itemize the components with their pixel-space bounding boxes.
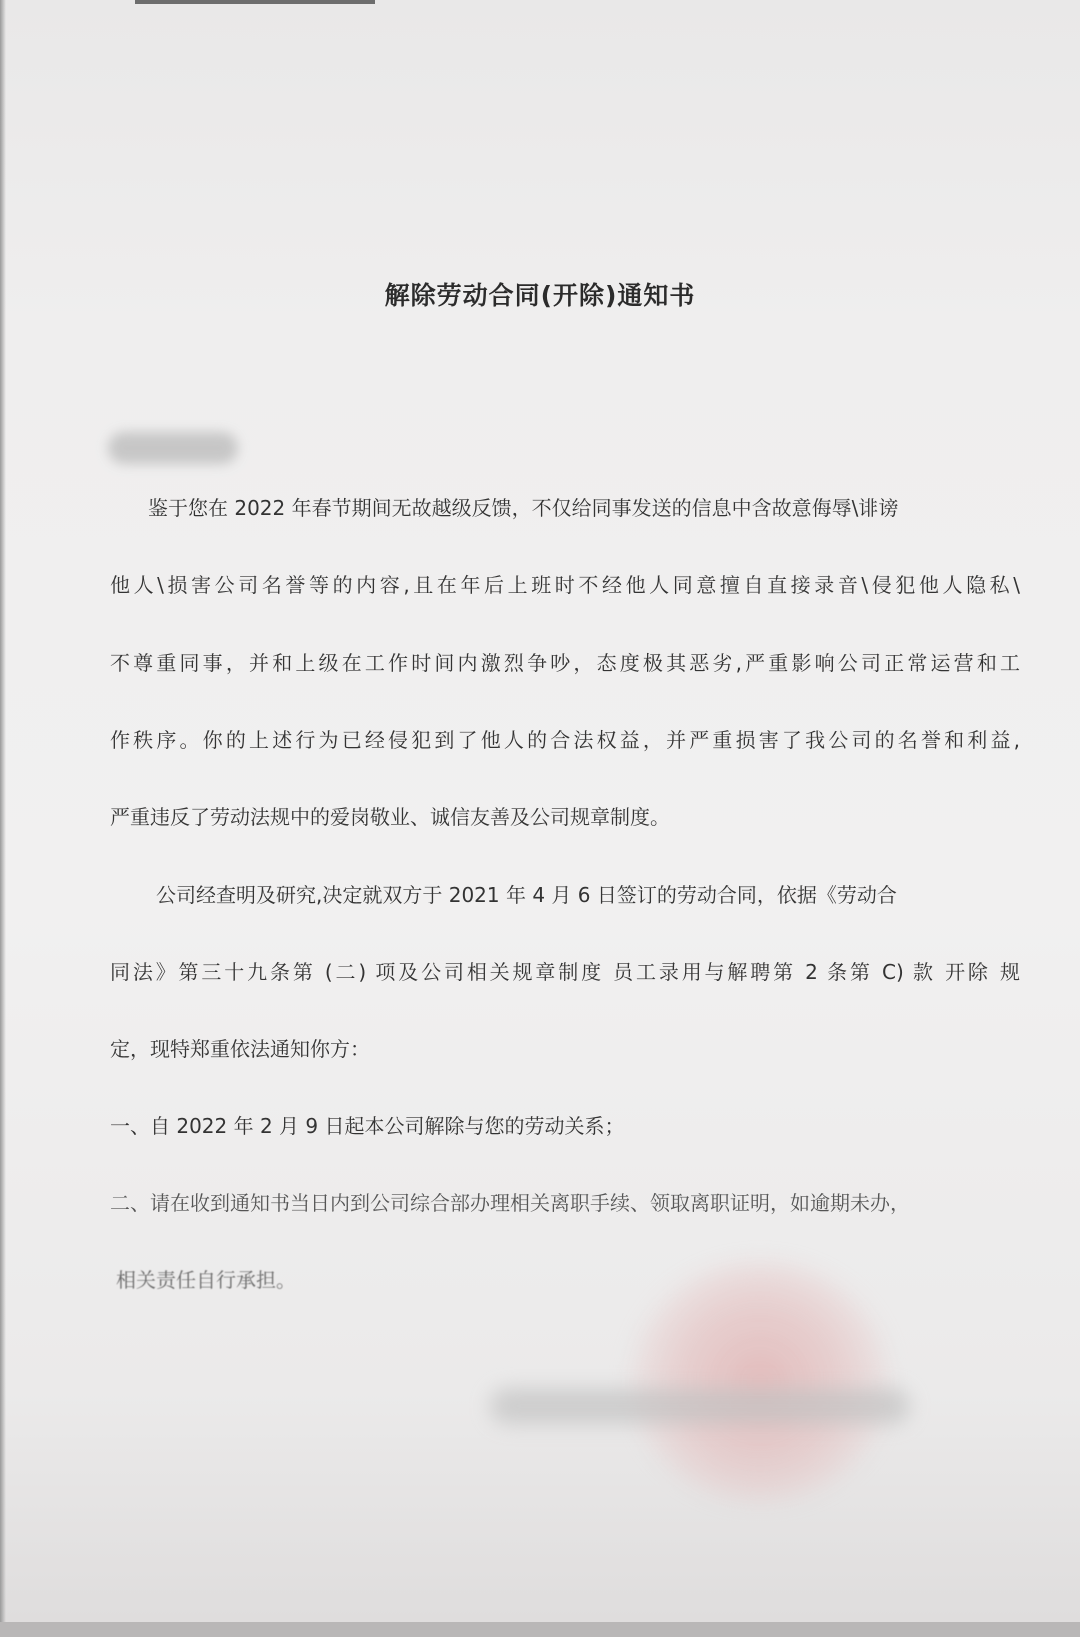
paragraph2-line-1: 公司经查明及研究,决定就双方于 2021 年 4 月 6 日签订的劳动合同，依据《劳动合 (156, 883, 897, 907)
paragraph1-line-1: 鉴于您在 2022 年春节期间无故越级反馈，不仅给同事发送的信息中含故意侮辱\诽谤 (148, 496, 899, 520)
notice-item-2-line-1: 二、请在收到通知书当日内到公司综合部办理相关离职手续、领取离职证明，如逾期未办， (110, 1191, 910, 1215)
blurred-company-seal (630, 1262, 890, 1502)
paragraph2-line-3: 定，现特郑重依法通知你方： (110, 1037, 370, 1061)
paragraph2-line-2: 同法》第三十九条第 (二) 项及公司相关规章制度 员工录用与解聘第 2 条第 C) 款 开除 规 (110, 960, 1020, 984)
notice-item-1: 一、自 2022 年 2 月 9 日起本公司解除与您的劳动关系； (110, 1114, 625, 1138)
paper-left-edge (0, 0, 6, 1637)
paper-bottom-edge (0, 1622, 1080, 1637)
top-edge-strip (135, 0, 375, 4)
blurred-signature-line (490, 1388, 910, 1424)
paragraph1-line-4: 作秩序。你的上述行为已经侵犯到了他人的合法权益，并严重损害了我公司的名誉和利益, (110, 728, 1020, 752)
notice-item-2-line-2: 相关责任自行承担。 (116, 1268, 296, 1292)
paragraph1-line-5: 严重违反了劳动法规中的爱岗敬业、诚信友善及公司规章制度。 (110, 805, 670, 829)
paragraph1-line-3: 不尊重同事，并和上级在工作时间内激烈争吵，态度极其恶劣,严重影响公司正常运营和工 (110, 651, 1020, 675)
document-title: 解除劳动合同(开除)通知书 (384, 281, 696, 310)
paragraph1-line-2: 他人\损害公司名誉等的内容,且在年后上班时不经他人同意擅自直接录音\侵犯他人隐私\ (110, 573, 1020, 597)
blurred-salutation (108, 432, 238, 464)
